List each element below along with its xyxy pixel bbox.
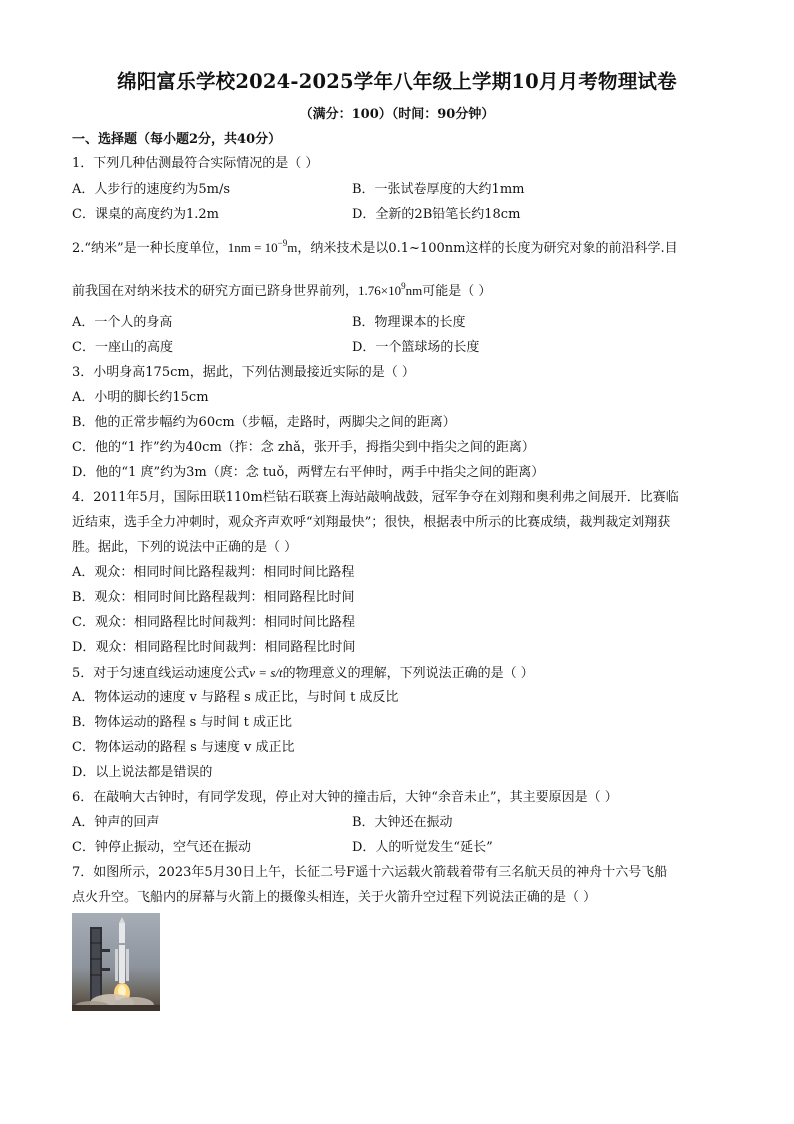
question-2-option-b: B．物理课本的长度 [352,315,466,330]
question-2-option-d: D．一个篮球场的长度 [352,340,480,355]
rocket-illustration [72,913,160,1011]
question-5-option-b: B．物体运动的路程 s 与时间 t 成正比 [72,715,292,730]
question-2-stem-line2: 前我国在对纳米技术的研究方面已跻身世界前列，$1.76\times 10^9nm$可能是（ ） [72,281,492,299]
question-2-stem-part2: ，纳米技术是以0.1~100nm这样的长度为研究对象的前沿科学.目 [297,241,678,256]
question-2-stem-line1 [72,239,678,258]
question-2-option-c: C．一座山的高度 [72,340,173,355]
question-7-stem-line2: 点火升空。飞船内的屏幕与火箭上的摄像头相连，关于火箭升空过程下列说法正确的是（ ） [72,890,597,905]
nm-definition: $1nm = 10^{-9}m$ [227,238,298,255]
question-1-stem: 1．下列几种估测最符合实际情况的是（ ） [72,156,319,171]
question-2-option-a: A．一个人的身高 [72,315,173,330]
exam-subtitle: （满分：100）（时间：90分钟） [299,107,495,122]
question-4-option-d: D．观众：相同路程比时间裁判：相同路程比时间 [72,640,356,655]
nano-value: $1.76\times 10^9nm$ [358,281,423,298]
velocity-formula: v = s/t [249,665,283,680]
question-4-option-a: A．观众：相同时间比路程裁判：相同时间比路程 [72,565,355,580]
question-3-option-a: A．小明的脚长约15cm [72,390,209,405]
question-1-option-c: C．课桌的高度约为1.2m [72,207,219,222]
question-7-stem-line1: 7．如图所示，2023年5月30日上午，长征二号F遥十六运载火箭载着带有三名航天员的神舟十六号飞船 [72,865,668,880]
question-5-option-a: A．物体运动的速度 v 与路程 s 成正比，与时间 t 成反比 [72,690,399,705]
question-4-stem-line2: 近结束，选手全力冲刺时，观众齐声欢呼“刘翔最快”；很快，根据表中所示的比赛成绩，裁判裁定刘翔获 [72,515,671,530]
question-5-option-c: C．物体运动的路程 s 与速度 v 成正比 [72,740,295,755]
section-heading: 一、选择题（每小题2分，共40分） [72,132,282,147]
question-6-option-a: A．钟声的回声 [72,815,160,830]
question-6-option-c: C．钟停止振动，空气还在振动 [72,840,251,855]
question-1-option-a: A．人步行的速度约为5m/s [72,182,231,197]
question-3-option-b: B．他的正常步幅约为60cm（步幅，走路时，两脚尖之间的距离） [72,415,456,430]
rocket-launch-photo [72,913,160,1011]
question-5-option-d: D．以上说法都是错误的 [72,765,213,780]
question-1-option-d: D．全新的2B铅笔长约18cm [352,207,521,222]
question-3-stem: 3．小明身高175cm，据此，下列估测最接近实际的是（ ） [72,365,415,380]
question-4-stem-line1: 4．2011年5月，国际田联110m栏钻石联赛上海站敲响战鼓，冠军争夺在刘翔和奥利弗之间展开．比赛临 [72,490,679,505]
exam-title: 绵阳富乐学校2024-2025学年八年级上学期10月月考物理试卷 [117,70,677,93]
question-4-stem-line3: 胜。据此，下列的说法中正确的是（ ） [72,540,298,555]
question-2-stem-part1: 2.“纳米”是一种长度单位， [72,241,228,256]
question-4-option-c: C．观众：相同路程比时间裁判：相同时间比路程 [72,615,355,630]
question-6-option-d: D．人的听觉发生“延长” [352,840,493,855]
question-3-option-c: C．他的“1 拃”约为40cm（拃：念 zhǎ，张开手，拇指尖到中指尖之间的距离） [72,440,535,455]
question-1-option-b: B．一张试卷厚度的大约1mm [352,182,525,197]
question-5-stem: 5．对于匀速直线运动速度公式v = s/t的物理意义的理解，下列说法正确的是（ ） [72,665,534,681]
question-3-option-d: D．他的“1 庹”约为3m（庹：念 tuǒ，两臂左右平伸时，两手中指尖之间的距离） [72,465,545,480]
question-6-stem: 6．在敲响大古钟时，有同学发现，停止对大钟的撞击后，大钟“余音未止”，其主要原因是（ ） [72,790,618,805]
question-4-option-b: B．观众：相同时间比路程裁判：相同路程比时间 [72,590,355,605]
question-6-option-b: B．大钟还在振动 [352,815,453,830]
